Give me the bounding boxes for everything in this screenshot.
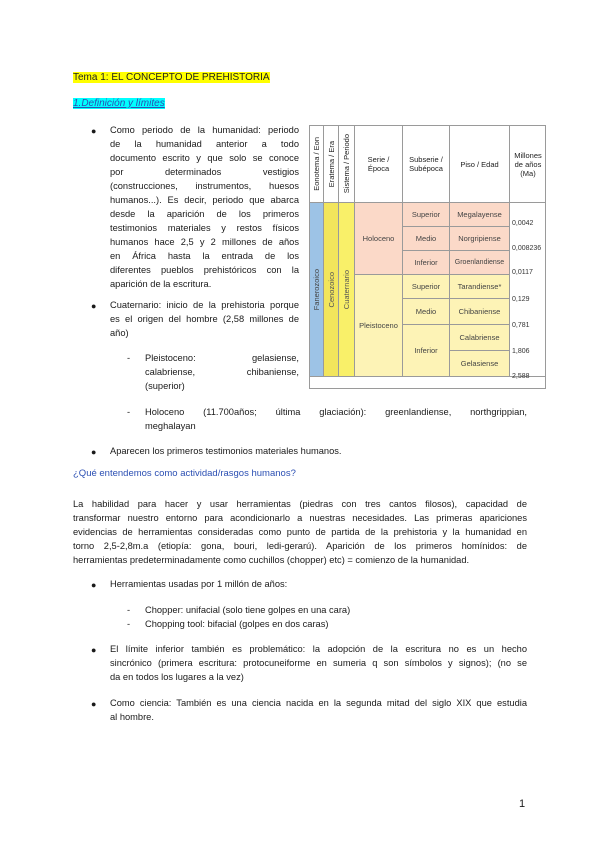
age-value: 2,588 <box>512 373 530 380</box>
text-line: (superior) <box>145 381 185 391</box>
header-stage: Piso / Edad <box>450 126 510 203</box>
stage-cell: Tarandiense* <box>450 275 510 299</box>
age-value: 0,0117 <box>512 269 533 276</box>
header-period: Sistema / Periodo <box>339 126 355 203</box>
header-eon: Eonotema / Eon <box>310 126 324 203</box>
text-line: meghalayan <box>145 421 196 431</box>
bullet-dot: ● <box>91 126 97 136</box>
text-line: desde la aparición de los primeros <box>110 209 299 219</box>
subseries-cell: Inferior <box>403 251 450 275</box>
stage-cell: Chibaniense <box>450 299 510 325</box>
text-line: es el origen del hombre (2,58 millones de <box>110 314 299 324</box>
dash-marker: - <box>127 605 131 615</box>
stage-cell: Megalayense <box>450 203 510 227</box>
blank-row <box>310 377 546 389</box>
era-cell: Cenozoico <box>324 203 339 377</box>
bullet-4-text: Herramientas usadas por 1 millón de años: <box>110 579 288 589</box>
pleistocene-cell: Pleistoceno <box>355 275 403 377</box>
text-line: La habilidad para hacer y usar herramientas (piedras con tres cantos filosos), capacidad de <box>73 499 527 509</box>
age-value: 0,008236 <box>512 245 542 252</box>
stage-cell: Groenlandiense <box>450 251 510 275</box>
text-line: en África hasta la entrada de los <box>110 251 299 261</box>
text-line: Como periodo de la humanidad: periodo <box>110 125 299 135</box>
header-subseries: Subserie / Subépoca <box>403 126 450 203</box>
stage-cell: Calabriense <box>450 325 510 351</box>
text-line: herramientas predeterminadamente como cuchillos (chopper) etc) = comienzo de la humanidad. <box>73 555 470 565</box>
bullet-dot: ● <box>91 645 97 655</box>
text-line: diferentes pueblos prehistóricos con la <box>110 265 299 275</box>
text-line: año) <box>110 328 129 338</box>
text-line: torno 2,5-2,8m.a (etiopía: gona, bouri, ledi-gerarú). Aparición de los primeros homínidos: de <box>73 541 527 551</box>
header-era: Eratema / Era <box>324 126 339 203</box>
text-line: humanos hace 2,5 y 2 millones de años <box>110 237 299 247</box>
text-line: (construcciones, instrumentos, huesos <box>110 181 299 191</box>
stage-cell: Gelasiense <box>450 351 510 377</box>
age-value: 1,806 <box>512 348 530 355</box>
age-value: 0,0042 <box>512 220 534 227</box>
text-line: transformar nuestro entorno para acondicionarlo a nuestras necesidades. Las primeras apariciones <box>73 513 527 523</box>
period-cell: Cuaternario <box>339 203 355 377</box>
geologic-time-table <box>309 125 546 389</box>
subseries-cell: Superior <box>403 203 450 227</box>
dash-marker: - <box>127 353 131 363</box>
text-line: sincrónico (primera escritura: protocuneiforme en sumeria q son símbolos y signos); (no se <box>110 658 527 668</box>
holocene-cell: Holoceno <box>355 203 403 275</box>
text-line: testimonios materiales y restos físicos <box>110 223 299 233</box>
page-number: 1 <box>519 798 526 810</box>
text-line: Como ciencia: También es una ciencia nacida en la segunda mitad del siglo XIX que estudia <box>110 698 527 708</box>
text-line: Pleistoceno: gelasiense, <box>145 353 299 363</box>
bullet-dot: ● <box>91 301 97 311</box>
text-line: por determinados vestigios <box>110 167 299 177</box>
subseries-cell: Medio <box>403 299 450 325</box>
header-millions: Millones de años (Ma) <box>510 126 546 203</box>
text-line: documento escrito y que solo se conoce <box>110 153 299 163</box>
text-line: Cuaternario: inicio de la prehistoria porque <box>110 300 299 310</box>
bullet-3-text: Aparecen los primeros testimonios materiales humanos. <box>110 446 342 456</box>
eon-cell: Fanerozoico <box>310 203 324 377</box>
tool-item: Chopper: unifacial (solo tiene golpes en una cara) <box>145 605 351 615</box>
text-line: Holoceno (11.700años; última glaciación): greenlandiense, northgrippian, <box>145 407 527 417</box>
text-line: al hombre. <box>110 712 154 722</box>
dash-marker: - <box>127 619 131 629</box>
bullet-dot: ● <box>91 580 97 590</box>
bullet-dot: ● <box>91 699 97 709</box>
bullet-dot: ● <box>91 447 97 457</box>
subseries-cell: Inferior <box>403 325 450 377</box>
question-heading: ¿Qué entendemos como actividad/rasgos humanos? <box>73 468 296 479</box>
text-line: humanos...). Es decir, periodo que abarca <box>110 195 299 205</box>
text-line: El límite inferior también es problemático: la adopción de la escritura no es un hecho <box>110 644 527 654</box>
stage-cell: Norgripiense <box>450 227 510 251</box>
dash-marker: - <box>127 407 131 417</box>
text-line: calabriense, chibaniense, <box>145 367 299 377</box>
document-title: Tema 1: EL CONCEPTO DE PREHISTORIA <box>73 72 270 83</box>
text-line: de la humanidad anterior a todo <box>110 139 299 149</box>
header-series: Serie / Época <box>355 126 403 203</box>
section-heading: 1.Definición y límites <box>73 98 165 109</box>
text-line: aparición de la escritura. <box>110 279 212 289</box>
age-value: 0,129 <box>512 296 530 303</box>
subseries-cell: Medio <box>403 227 450 251</box>
age-value: 0,781 <box>512 322 530 329</box>
tool-item: Chopping tool: bifacial (golpes en dos caras) <box>145 619 329 629</box>
subseries-cell: Superior <box>403 275 450 299</box>
text-line: evidencias de herramientas consideradas como punto de partida de la prehistoria y la humanidad en <box>73 527 527 537</box>
text-line: da en todos los lugares a la vez) <box>110 672 244 682</box>
